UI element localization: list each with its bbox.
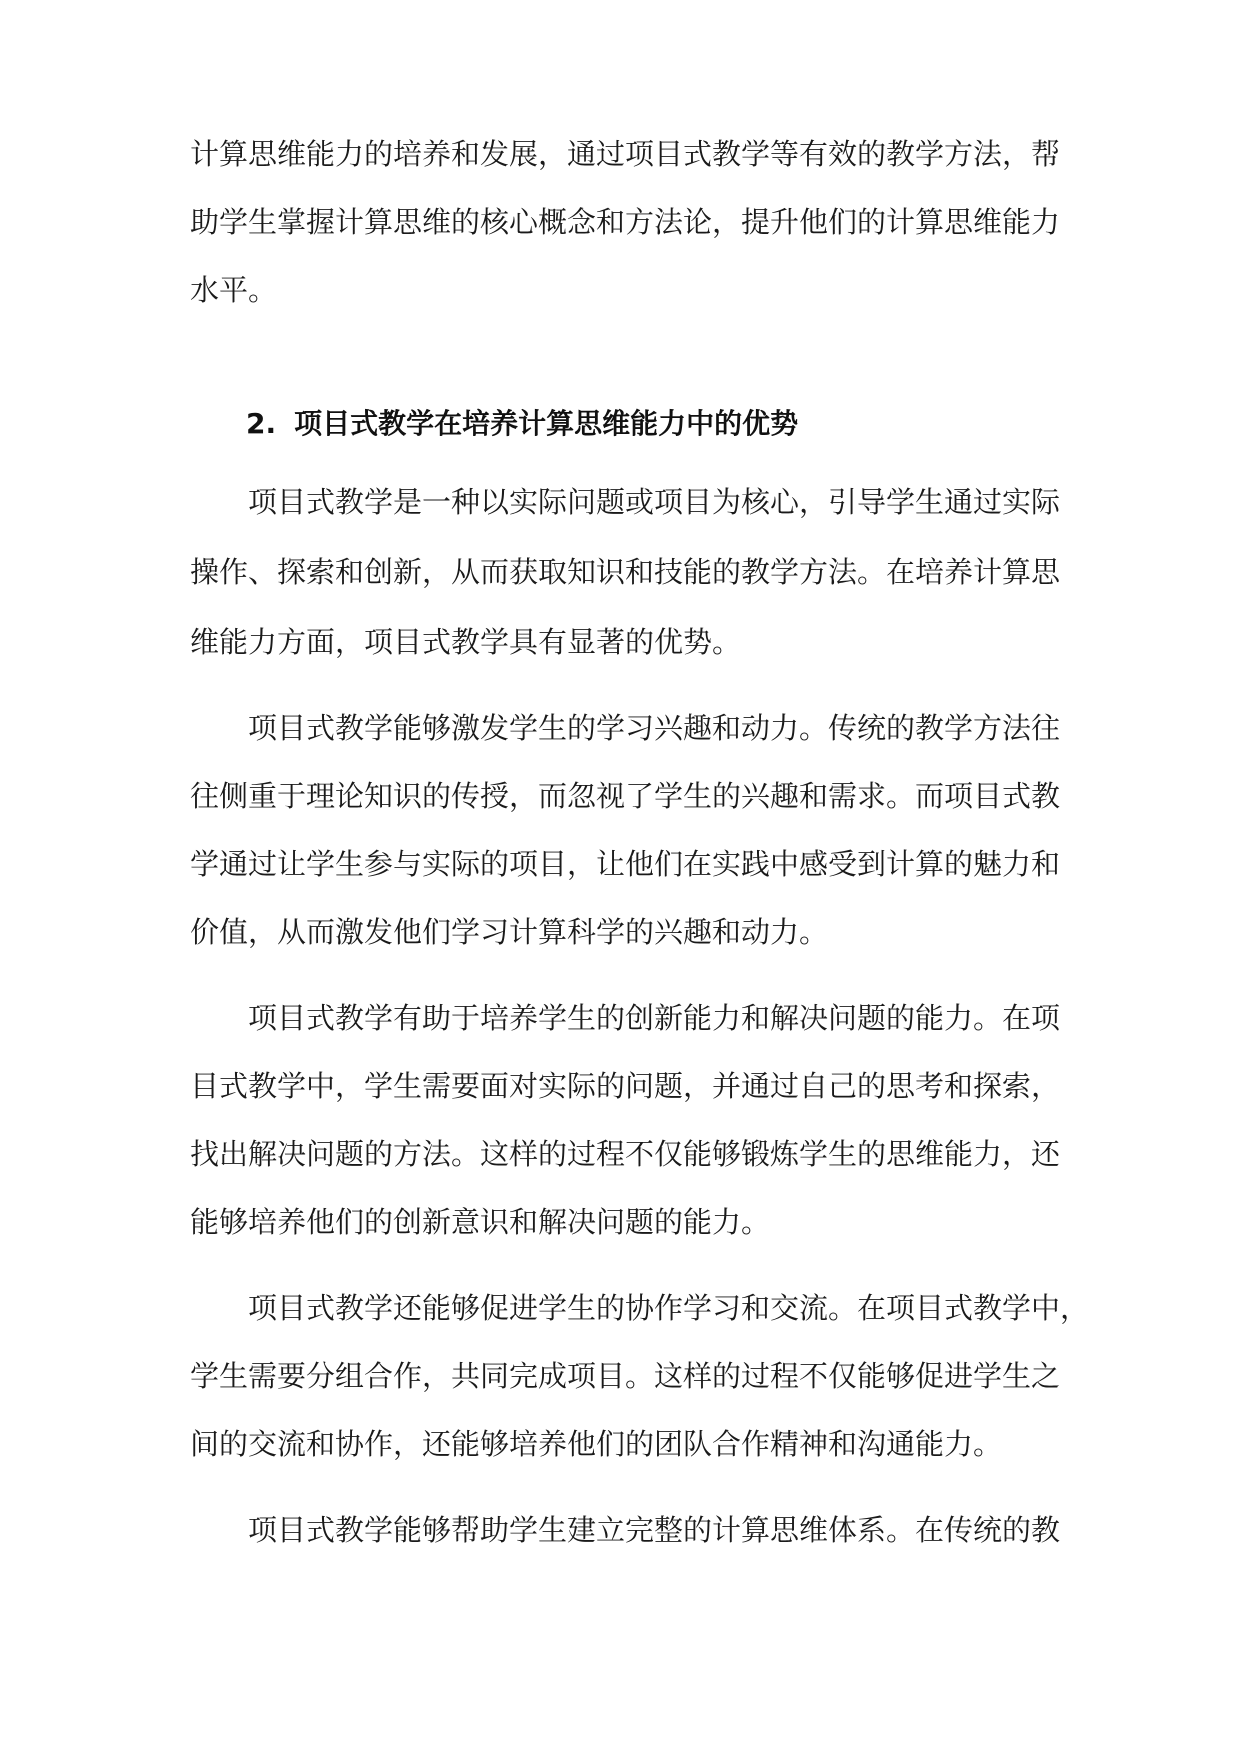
paragraph-line: 间的交流和协作，还能够培养他们的团队合作精神和沟通能力。 — [190, 1427, 1003, 1461]
paragraph-line: 项目式教学是一种以实际问题或项目为核心，引导学生通过实际 — [248, 485, 1061, 519]
paragraph-line: 水平。 — [190, 273, 278, 307]
paragraph-line: 项目式教学能够帮助学生建立完整的计算思维体系。在传统的教 — [248, 1513, 1061, 1547]
paragraph-line: 找出解决问题的方法。这样的过程不仅能够锻炼学生的思维能力，还 — [190, 1137, 1061, 1171]
paragraph-line: 项目式教学能够激发学生的学习兴趣和动力。传统的教学方法往 — [248, 711, 1061, 745]
paragraph-line: 项目式教学还能够促进学生的协作学习和交流。在项目式教学中， — [248, 1291, 1090, 1325]
paragraph-line: 学通过让学生参与实际的项目，让他们在实践中感受到计算的魅力和 — [190, 847, 1061, 881]
section-number: 2. — [246, 407, 277, 440]
paragraph-line: 操作、探索和创新，从而获取知识和技能的教学方法。在培养计算思 — [190, 555, 1061, 589]
paragraph-line: 项目式教学有助于培养学生的创新能力和解决问题的能力。在项 — [248, 1001, 1061, 1035]
paragraph-line: 维能力方面，项目式教学具有显著的优势。 — [190, 625, 742, 659]
paragraph-line: 助学生掌握计算思维的核心概念和方法论，提升他们的计算思维能力 — [190, 205, 1061, 239]
paragraph-line: 计算思维能力的培养和发展，通过项目式教学等有效的教学方法，帮 — [190, 137, 1061, 171]
section-heading — [246, 406, 798, 442]
paragraph-line: 学生需要分组合作，共同完成项目。这样的过程不仅能够促进学生之 — [190, 1359, 1061, 1393]
paragraph-line: 往侧重于理论知识的传授，而忽视了学生的兴趣和需求。而项目式教 — [190, 779, 1061, 813]
paragraph-line: 价值，从而激发他们学习计算科学的兴趣和动力。 — [190, 915, 829, 949]
paragraph-line: 能够培养他们的创新意识和解决问题的能力。 — [190, 1205, 771, 1239]
section-title: 项目式教学在培养计算思维能力中的优势 — [294, 407, 799, 440]
paragraph-line: 目式教学中，学生需要面对实际的问题，并通过自己的思考和探索， — [190, 1069, 1061, 1103]
